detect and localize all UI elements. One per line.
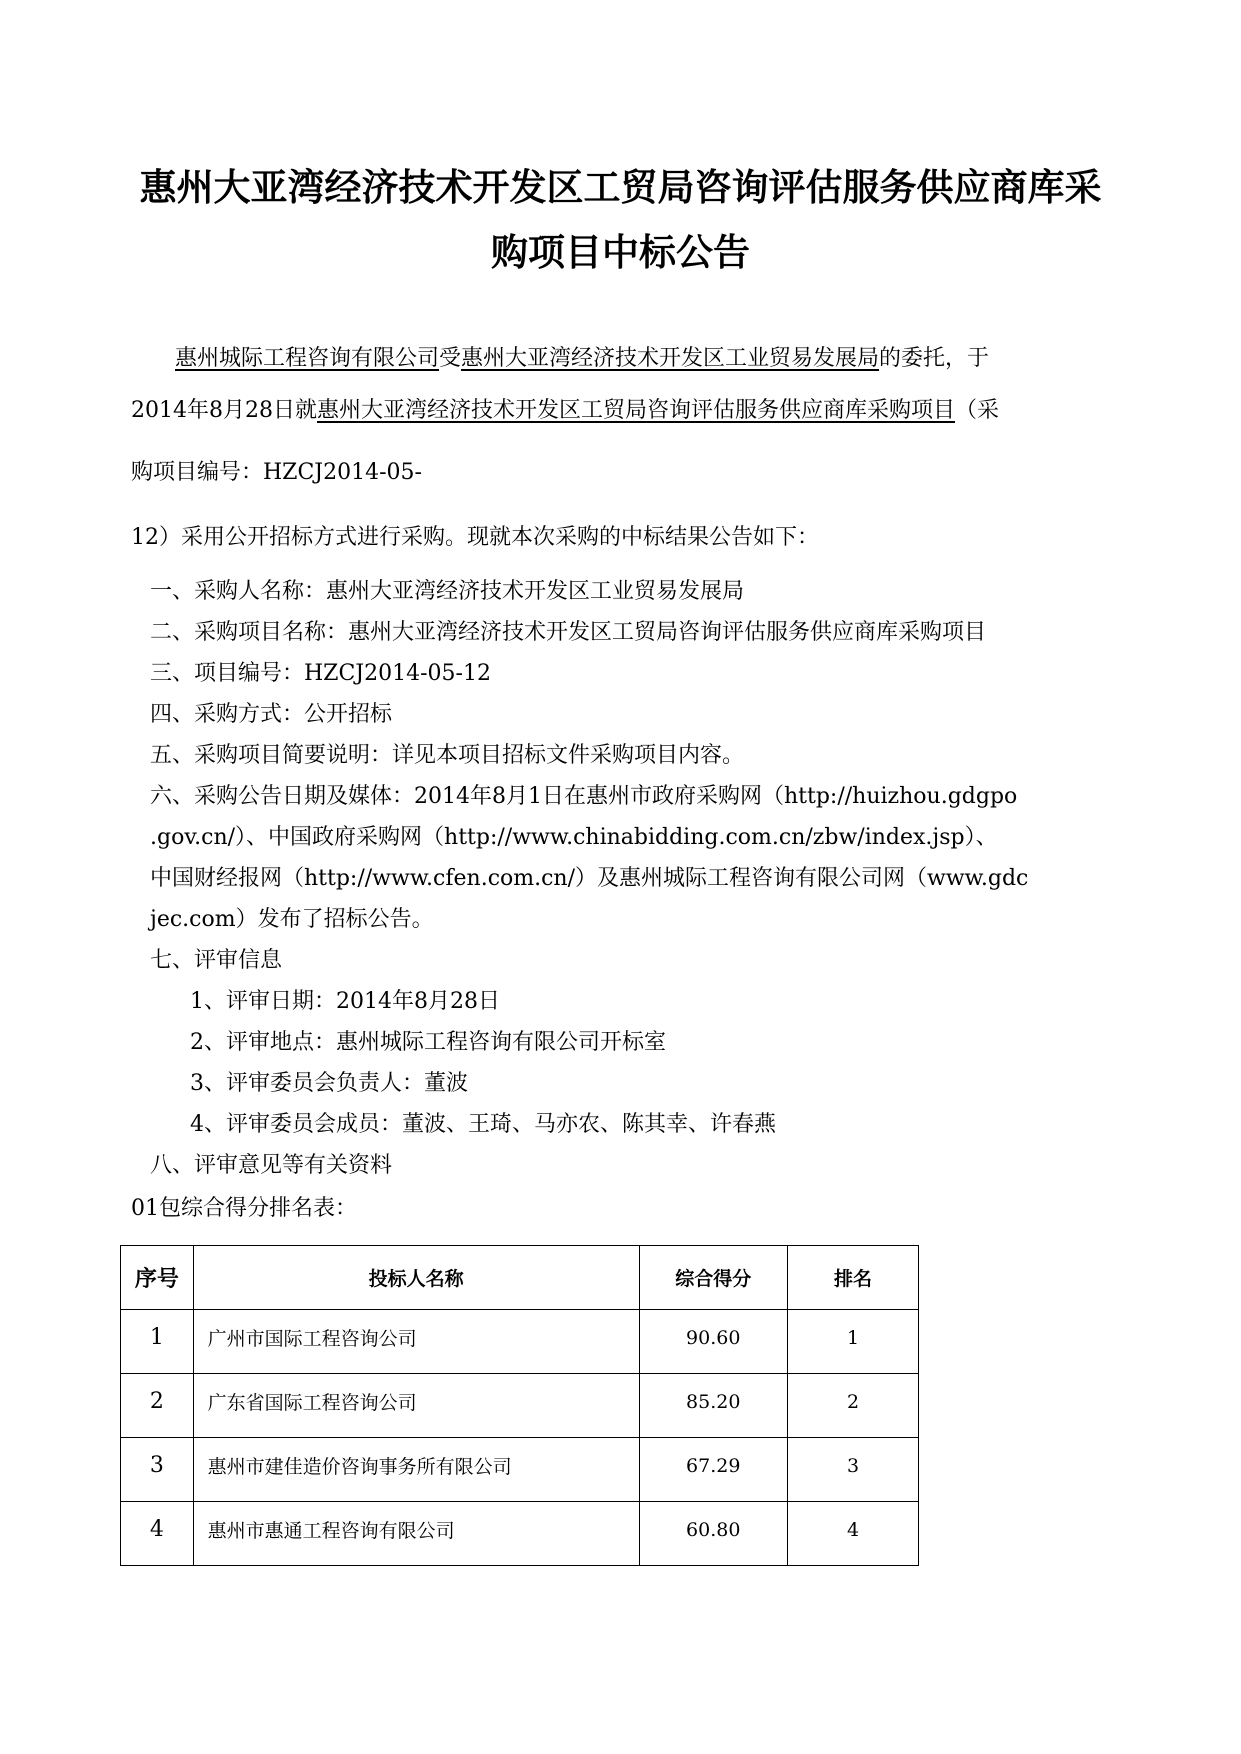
review-lead: 3、评审委员会负责人：董波 xyxy=(190,1071,468,1096)
row-rank: 1 xyxy=(787,1310,918,1374)
item-media-line-1: 六、采购公告日期及媒体：2014年8月1日在惠州市政府采购网（http://huizhou.gdgpo xyxy=(150,784,1018,809)
item-description: 五、采购项目简要说明：详见本项目招标文件采购项目内容。 xyxy=(150,743,745,768)
intro-line-4: 12）采用公开招标方式进行采购。现就本次采购的中标结果公告如下： xyxy=(131,525,819,550)
header-bidder-name: 投标人名称 xyxy=(193,1246,639,1310)
review-location: 2、评审地点：惠州城际工程咨询有限公司开标室 xyxy=(190,1030,666,1055)
project-name: 惠州大亚湾经济技术开发区工贸局咨询评估服务供应商库采购项目 xyxy=(316,398,955,423)
item-review-materials: 八、评审意见等有关资料 xyxy=(150,1153,393,1178)
row-bidder-name: 广东省国际工程咨询公司 xyxy=(193,1374,639,1438)
row-score: 67.29 xyxy=(639,1438,787,1502)
header-number: 序号 xyxy=(121,1246,194,1310)
item-media-line-4: jec.com）发布了招标公告。 xyxy=(150,907,434,932)
date-text: 2014年8月28日就 xyxy=(131,398,317,423)
intro-line-3: 购项目编号：HZCJ2014-05- xyxy=(131,460,422,485)
header-rank: 排名 xyxy=(787,1246,918,1310)
table-row xyxy=(121,1310,919,1374)
row-bidder-name: 广州市国际工程咨询公司 xyxy=(193,1310,639,1374)
row-number: 2 xyxy=(121,1374,194,1438)
item-buyer: 一、采购人名称：惠州大亚湾经济技术开发区工业贸易发展局 xyxy=(150,579,745,604)
page-title-line-2: 购项目中标公告 xyxy=(491,231,750,274)
table-row xyxy=(121,1374,919,1438)
table-header-row xyxy=(121,1246,919,1310)
row-rank: 2 xyxy=(787,1374,918,1438)
table-row xyxy=(121,1438,919,1502)
row-score: 60.80 xyxy=(639,1502,787,1566)
entrusted-tail-text: 的委托，于 xyxy=(879,346,990,371)
table-row xyxy=(121,1502,919,1566)
review-date: 1、评审日期：2014年8月28日 xyxy=(190,989,500,1014)
item-media-line-3: 中国财经报网（http://www.cfen.com.cn/）及惠州城际工程咨询有限公司网（www.gdc xyxy=(150,866,1029,891)
row-bidder-name: 惠州市惠通工程咨询有限公司 xyxy=(193,1502,639,1566)
item-media-line-2: .gov.cn/）、中国政府采购网（http://www.chinabidding.com.cn/zbw/index.jsp）、 xyxy=(150,825,998,850)
entrusted-by-text: 受 xyxy=(439,346,462,371)
intro-line-2 xyxy=(131,397,999,425)
page-title-line-1: 惠州大亚湾经济技术开发区工贸局咨询评估服务供应商库采 xyxy=(139,166,1102,209)
row-number: 3 xyxy=(121,1438,194,1502)
row-rank: 4 xyxy=(787,1502,918,1566)
paren-open-text: （采 xyxy=(955,398,1000,423)
score-ranking-table xyxy=(120,1245,919,1566)
item-project-name: 二、采购项目名称：惠州大亚湾经济技术开发区工贸局咨询评估服务供应商库采购项目 xyxy=(150,620,987,645)
table-caption: 01包综合得分排名表： xyxy=(131,1196,357,1221)
client-name: 惠州大亚湾经济技术开发区工业贸易发展局 xyxy=(461,346,880,371)
item-project-code: 三、项目编号：HZCJ2014-05-12 xyxy=(150,661,491,686)
intro-line-1 xyxy=(175,345,989,373)
row-number: 4 xyxy=(121,1502,194,1566)
row-bidder-name: 惠州市建佳造价咨询事务所有限公司 xyxy=(193,1438,639,1502)
review-members: 4、评审委员会成员：董波、王琦、马亦农、陈其幸、许春燕 xyxy=(190,1112,776,1137)
agency-name: 惠州城际工程咨询有限公司 xyxy=(175,346,440,371)
header-score: 综合得分 xyxy=(639,1246,787,1310)
row-number: 1 xyxy=(121,1310,194,1374)
item-method: 四、采购方式：公开招标 xyxy=(150,702,393,727)
row-rank: 3 xyxy=(787,1438,918,1502)
row-score: 85.20 xyxy=(639,1374,787,1438)
row-score: 90.60 xyxy=(639,1310,787,1374)
item-review-info: 七、评审信息 xyxy=(150,948,283,973)
